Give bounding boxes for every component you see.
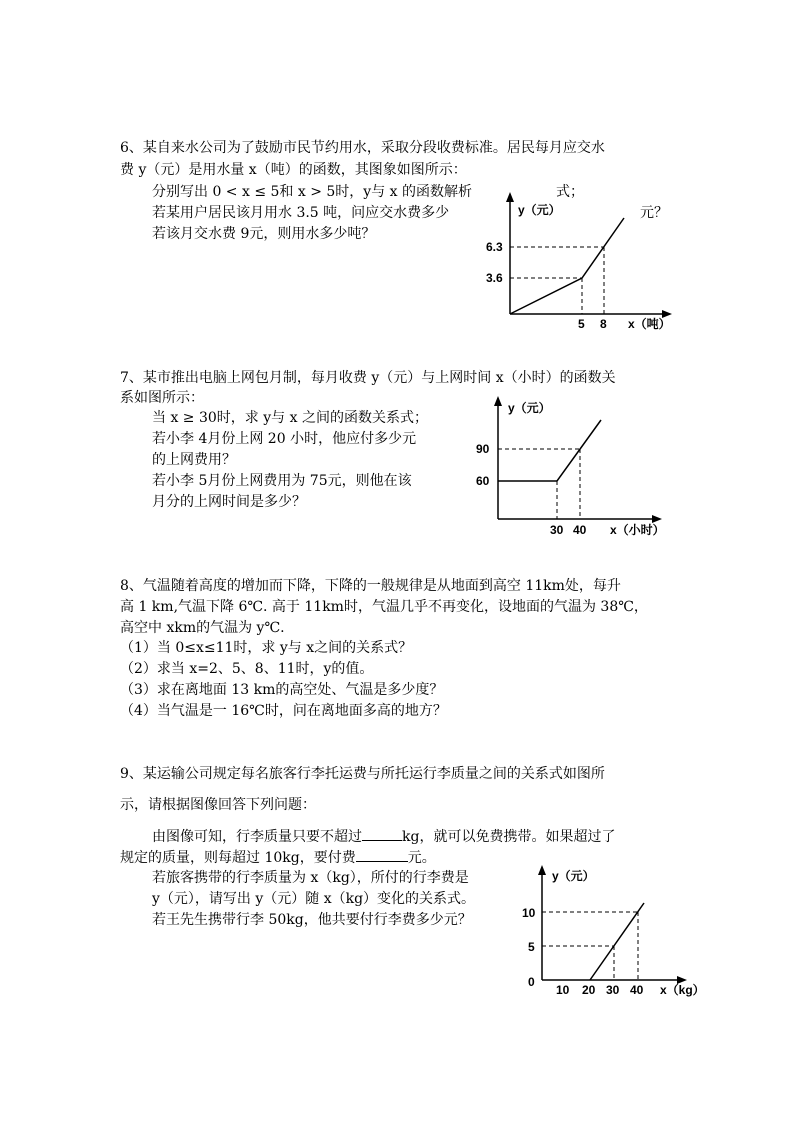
q6-y-arrow	[506, 192, 514, 202]
q7-graph	[470, 392, 700, 542]
q6-function-line	[510, 218, 624, 314]
q6-xtick-8: 8	[600, 317, 607, 331]
q7-x-label: x（小时）	[610, 523, 665, 537]
q6-line2: 费 y（元）是用水量 x（吨）的函数，其图象如图所示：	[120, 162, 467, 178]
q9-line2: 示，请根据图像回答下列问题：	[120, 797, 316, 813]
q9-line7: 若王先生携带行李 50kg，他共要付行李费多少元？	[152, 912, 472, 928]
q8-sub4: （4）当气温是一 16℃时，问在离地面多高的地方？	[120, 703, 447, 719]
q9-xtick-20: 20	[582, 983, 596, 997]
q9-line3	[152, 826, 615, 847]
q6-line3a: 分别写出 0 < x ≤ 5和 x > 5时，y与 x 的函数解析	[152, 184, 473, 200]
q7-line4: 若小李 4月份上网 20 小时，他应付多少元	[152, 431, 417, 447]
q9-y-arrow	[538, 865, 546, 875]
q7-line7: 月分的上网时间是多少？	[152, 494, 306, 510]
q9-xtick-40: 40	[630, 983, 644, 997]
q6-ytick-3.6: 3.6	[486, 271, 503, 285]
q7-line1: 7、某市推出电脑上网包月制，每月收费 y（元）与上网时间 x（小时）的函数关	[120, 370, 616, 386]
q6-line4b: 元？	[640, 205, 668, 221]
q9-origin: 0	[528, 975, 535, 989]
q6-x-label: x（吨）	[628, 317, 671, 331]
q7-ytick-60: 60	[476, 474, 490, 488]
q9-line4b: 元。	[407, 850, 436, 866]
q8-line2: 高 1 km,气温下降 6℃. 高于 11km时，气温几乎不再变化，设地面的气温为 38℃，	[120, 599, 648, 615]
q9-line3b: kg，就可以免费携带。如果超过了	[402, 829, 616, 845]
q7-y-arrow	[494, 396, 502, 406]
q9-x-label: x（kg）	[660, 983, 705, 997]
q9-line4a: 规定的质量，则每超过 10kg，要付费	[120, 850, 356, 866]
q9-ytick-5: 5	[528, 940, 535, 954]
q8-sub1: （1）当 0≤x≤11时，求 y与 x之间的关系式？	[120, 640, 413, 656]
q9-function-line	[590, 903, 644, 980]
q6-y-label: y（元）	[518, 203, 561, 217]
q7-line6: 若小李 5月份上网费用为 75元，则他在该	[152, 473, 412, 489]
q9-line6: y（元），请写出 y（元）随 x（kg）变化的关系式。	[152, 891, 476, 907]
q7-y-label: y（元）	[508, 401, 551, 415]
q9-line4	[120, 847, 436, 868]
q6-line5: 若该月交水费 9元，则用水多少吨？	[152, 226, 376, 242]
q8-line3: 高空中 xkm的气温为 y℃.	[120, 620, 285, 636]
q6-graph	[470, 190, 700, 340]
q9-line1: 9、某运输公司规定每名旅客行李托运费与所托运行李质量之间的关系式如图所	[120, 766, 605, 782]
q6-line3b: 式；	[556, 184, 584, 200]
q7-function-line	[498, 420, 601, 481]
q7-x-arrow	[652, 515, 662, 523]
q8-line1: 8、气温随着高度的增加而下降，下降的一般规律是从地面到高空 11km处，每升	[120, 578, 621, 594]
q9-xtick-10: 10	[556, 983, 570, 997]
q9-xtick-30: 30	[606, 983, 620, 997]
q9-line3a: 由图像可知，行李质量只要不超过	[152, 829, 362, 845]
q9-graph	[520, 860, 720, 1005]
q7-line3: 当 x ≥ 30时，求 y与 x 之间的函数关系式；	[152, 410, 428, 426]
q9-ytick-10: 10	[522, 906, 536, 920]
q6-line4a: 若某用户居民该月用水 3.5 吨，问应交水费多少	[152, 205, 450, 221]
q6-ytick-6.3: 6.3	[486, 240, 503, 254]
q7-ytick-90: 90	[476, 442, 490, 456]
q9-line5: 若旅客携带的行李质量为 x（kg），所付的行李费是	[152, 870, 469, 886]
q6-xtick-5: 5	[578, 317, 585, 331]
q9-y-label: y（元）	[552, 869, 595, 883]
q7-xtick-40: 40	[573, 523, 587, 537]
q7-xtick-30: 30	[550, 523, 564, 537]
q8-sub3: （3）求在离地面 13 km的高空处、气温是多少度？	[120, 682, 444, 698]
q8-sub2: （2）求当 x=2、5、8、11时，y的值。	[120, 661, 374, 677]
q9-blank-free-weight[interactable]	[362, 826, 402, 841]
q7-line2: 系如图所示：	[120, 390, 204, 406]
q9-blank-fee[interactable]	[356, 847, 408, 862]
q7-line5: 的上网费用？	[152, 452, 236, 468]
q6-line1: 6、某自来水公司为了鼓励市民节约用水，采取分段收费标准。居民每月应交水	[120, 140, 605, 156]
